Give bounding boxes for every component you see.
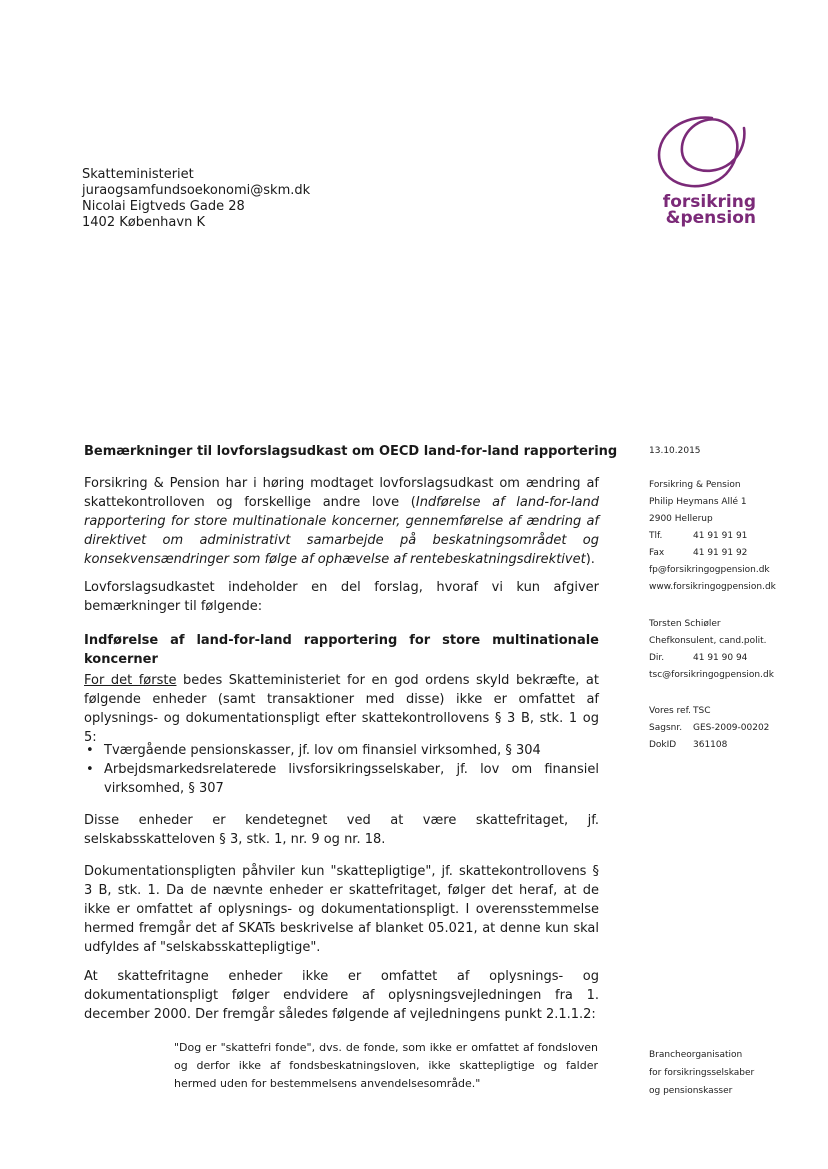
bullet-icon: •	[86, 743, 94, 758]
company-logo	[636, 112, 756, 232]
recipient-street: Nicolai Eigtveds Gade 28	[82, 199, 245, 214]
sender-info	[649, 477, 776, 596]
p6-text: At skattefritagne enheder ikke er omfattet af oplysnings- og dokumentationspligt følger endvidere af oplysningsvejledningen fra 1. december 2000. Der fremgår således følgende af vejledningens punkt 2.1.1.2:	[84, 969, 599, 1022]
p3-text: bedes Skatteministeriet for en god ordens skyld bekræfte, at følgende enheder (samt transaktioner med disse) ikke er omfattet af oplysnings- og dokumentationspligt efter skattekontrollovens § 3 B, stk. 1 og 5:	[84, 673, 600, 745]
contact-email[interactable]: tsc@forsikringogpension.dk	[649, 670, 774, 680]
reference-info	[649, 703, 769, 754]
contact-info	[649, 616, 774, 684]
bullet-text: Arbejdsmarkedsrelaterede livsforsikringsselskaber, jf. lov om finansiel virksomhed, § 307	[104, 762, 599, 796]
bullet-icon: •	[86, 762, 94, 777]
recipient-name: Skatteministeriet	[82, 167, 194, 182]
sender-email[interactable]: fp@forsikringogpension.dk	[649, 565, 770, 575]
sender-fax: Fax 41 91 91 92	[649, 548, 748, 558]
letter-date: 13.10.2015	[649, 446, 701, 456]
p5-text: Dokumentationspligten påhviler kun "skattepligtige", jf. skattekontrollovens § 3 B, stk. 1. Da de nævnte enheder er skattefritaget, følger det heraf, at de ikke er omfattet af oplysnings- og dokumentationspligt. I overensstemmelse hermed fremgår det af SKATs beskrivelse af blanket 05.021, at denne kun skal udfyldes af "selskabsskattepligtige".	[84, 864, 599, 955]
sender-website[interactable]: www.forsikringogpension.dk	[649, 582, 776, 592]
sender-street: Philip Heymans Allé 1	[649, 497, 747, 507]
sender-phone: Tlf. 41 91 91 91	[649, 531, 748, 541]
section-heading-text: Indførelse af land-for-land rapportering for store multinationale koncerner	[84, 633, 599, 667]
organization-footer	[649, 1046, 754, 1100]
sender-org: Forsikring & Pension	[649, 480, 741, 490]
logo-line1: forsikring	[662, 192, 756, 212]
block-quote: "Dog er "skattefri fonde", dvs. de fonde, som ikke er omfattet af fondsloven og derfor ikke af fondsbeskatningsloven, ikke skattepligtige og falder hermed uden for bestemmelsens anvendelsesområde."	[174, 1041, 598, 1090]
recipient-email[interactable]: juraogsamfundsoekonomi@skm.dk	[82, 183, 311, 198]
footer-line: Brancheorganisation	[649, 1050, 743, 1060]
logo-line2: &pension	[665, 208, 756, 228]
paragraph-6	[84, 967, 599, 1024]
contact-title: Chefkonsulent, cand.polit.	[649, 636, 767, 646]
logo-swirl-icon	[636, 112, 756, 198]
sender-city: 2900 Hellerup	[649, 514, 713, 524]
footer-line: og pensionskasser	[649, 1086, 733, 1096]
paragraph-3	[84, 671, 599, 747]
paragraph-4	[84, 811, 599, 849]
bullet-text: Tværgående pensionskasser, jf. lov om finansiel virksomhed, § 304	[104, 743, 541, 758]
doc-id: DokID 361108	[649, 740, 728, 750]
paragraph-2	[84, 578, 599, 616]
contact-name: Torsten Schiøler	[649, 619, 721, 629]
paragraph-5	[84, 862, 599, 957]
p4-text: Disse enheder er kendetegnet ved at være skattefritaget, jf. selskabsskatteloven § 3, stk. 1, nr. 9 og nr. 18.	[84, 813, 599, 847]
p1-end: ).	[585, 552, 595, 567]
recipient-address	[82, 167, 310, 231]
section-heading	[84, 631, 599, 669]
recipient-city: 1402 København K	[82, 215, 205, 230]
contact-direct: Dir. 41 91 90 94	[649, 653, 748, 663]
p3-underlined: For det første	[84, 673, 177, 688]
p1-italic: Indførelse af land-for-land rapportering for store multinationale koncerner, gennemførelse af ændring af direktivet om administrativt samarbejde på beskatningsområdet og konsekvensændringer som følge af ophævelse af rentebeskatningsdirektivet	[84, 495, 599, 567]
case-number: Sagsnr. GES-2009-00202	[649, 723, 770, 733]
p1-text: Forsikring & Pension har i høring modtaget lovforslagsudkast om ændring af skattekontrolloven og forskellige andre love (	[84, 476, 599, 510]
footer-line: for forsikringsselskaber	[649, 1068, 755, 1078]
letter-subject: Bemærkninger til lovforslagsudkast om OECD land-for-land rapportering	[84, 444, 618, 459]
our-ref: Vores ref. TSC	[649, 706, 711, 716]
p2-text: Lovforslagsudkastet indeholder en del forslag, hvoraf vi kun afgiver bemærkninger til følgende:	[84, 580, 599, 614]
paragraph-1	[84, 474, 599, 569]
